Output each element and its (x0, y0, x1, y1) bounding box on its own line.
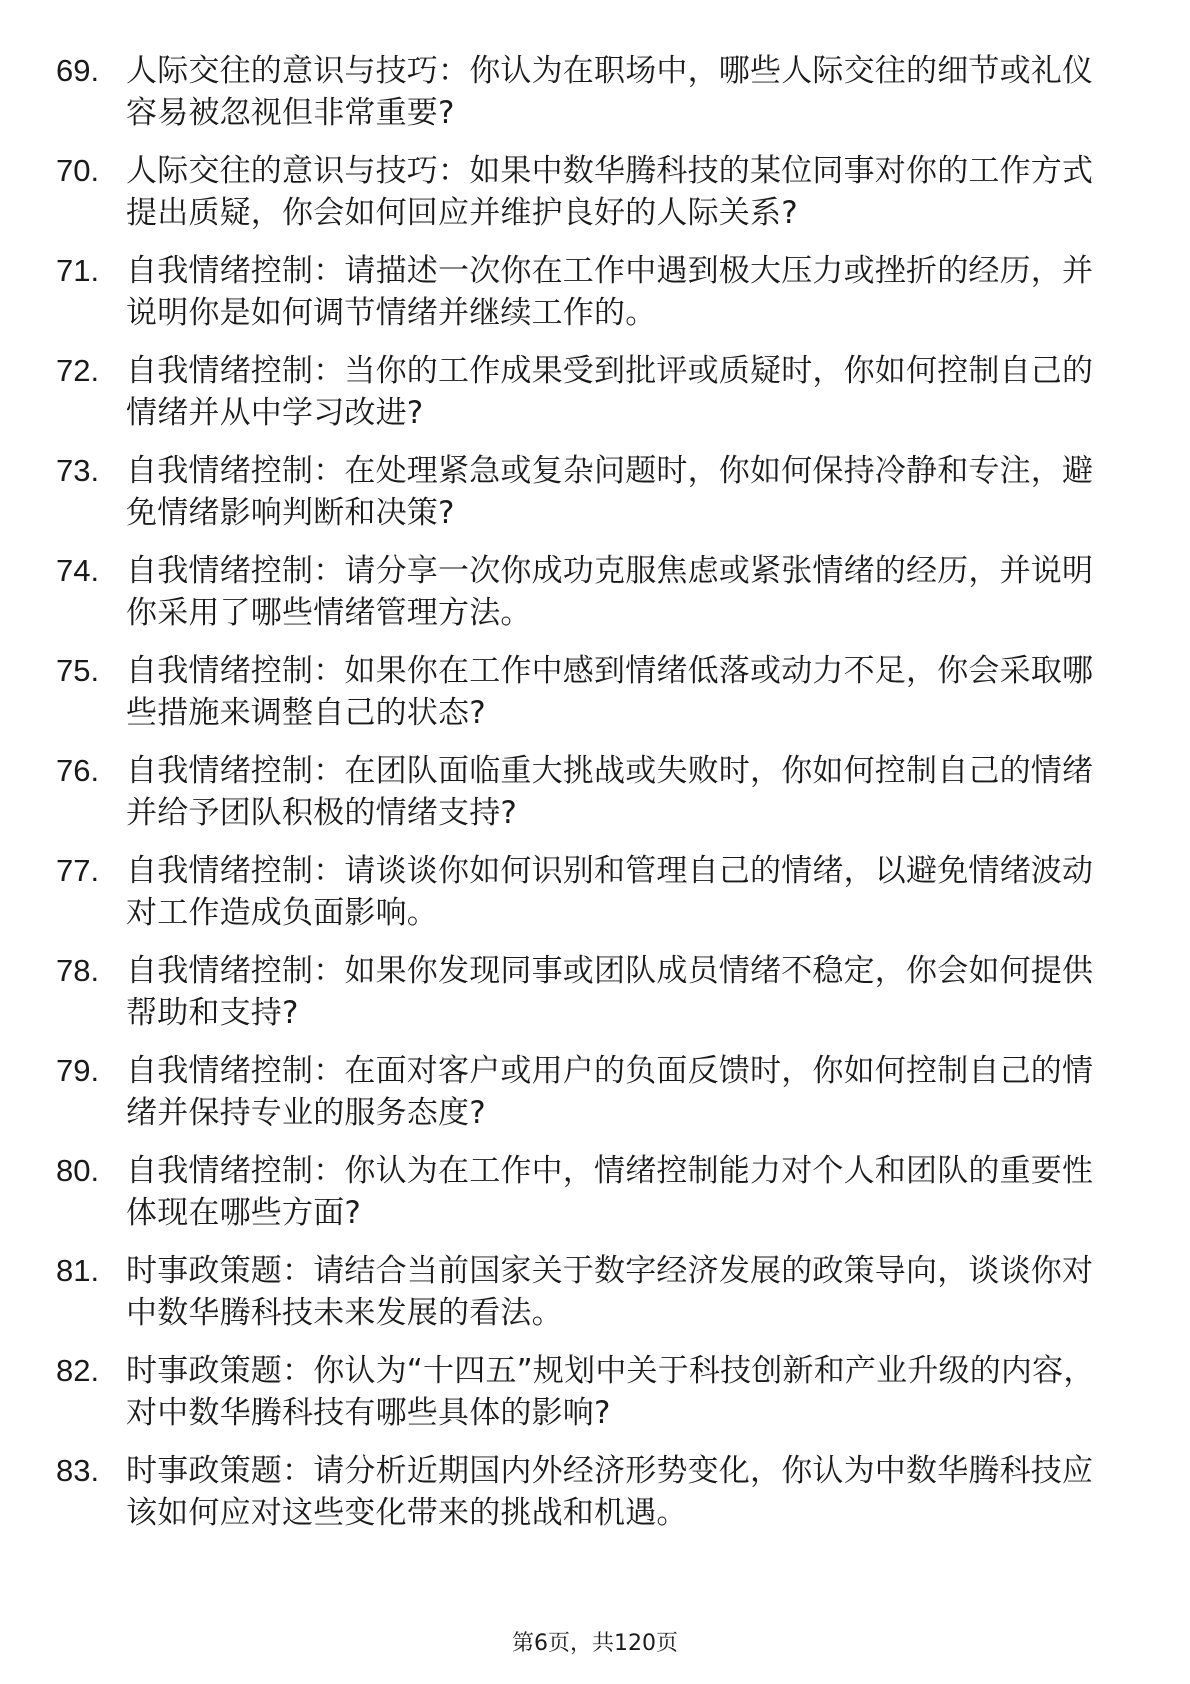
question-text: 时事政策题：你认为“十四五”规划中关于科技创新和产业升级的内容，对中数华腾科技有哪些具体的影响? (126, 1353, 1095, 1431)
question-number: 77. (56, 853, 100, 888)
list-item (56, 1250, 1116, 1350)
question-text: 自我情绪控制：在处理紧急或复杂问题时，你如何保持冷静和专注，避免情绪影响判断和决策? (126, 453, 1094, 531)
list-item (56, 1350, 1116, 1450)
list-item (56, 950, 1116, 1050)
question-number: 83. (56, 1453, 100, 1488)
question-number: 75. (56, 653, 100, 688)
question-number: 72. (56, 353, 100, 388)
question-text: 自我情绪控制：在面对客户或用户的负面反馈时，你如何控制自己的情绪并保持专业的服务态度? (126, 1053, 1094, 1131)
question-text: 自我情绪控制：请分享一次你成功克服焦虑或紧张情绪的经历，并说明你采用了哪些情绪管理方法。 (126, 553, 1094, 631)
page-number-footer: 第6页，共120页 (512, 1631, 678, 1656)
question-text: 时事政策题：请分析近期国内外经济形势变化，你认为中数华腾科技应该如何应对这些变化带来的挑战和机遇。 (126, 1453, 1094, 1531)
list-item (56, 850, 1116, 950)
question-text: 自我情绪控制：请谈谈你如何识别和管理自己的情绪，以避免情绪波动对工作造成负面影响。 (126, 853, 1094, 931)
list-item (56, 1450, 1116, 1550)
question-number: 71. (56, 253, 100, 288)
list-item (56, 750, 1116, 850)
list-item (56, 150, 1116, 250)
question-number: 80. (56, 1153, 100, 1188)
list-item (56, 450, 1116, 550)
question-text: 自我情绪控制：如果你发现同事或团队成员情绪不稳定，你会如何提供帮助和支持? (126, 953, 1094, 1031)
question-text: 时事政策题：请结合当前国家关于数字经济发展的政策导向，谈谈你对中数华腾科技未来发展的看法。 (126, 1253, 1094, 1331)
list-item (56, 1050, 1116, 1150)
question-number: 70. (56, 153, 100, 188)
question-number: 79. (56, 1053, 100, 1088)
question-text: 人际交往的意识与技巧：如果中数华腾科技的某位同事对你的工作方式提出质疑，你会如何回应并维护良好的人际关系? (126, 153, 1094, 231)
question-number: 74. (56, 553, 100, 588)
list-item (56, 650, 1116, 750)
question-number: 73. (56, 453, 100, 488)
list-item (56, 550, 1116, 650)
question-number: 76. (56, 753, 100, 788)
question-number: 82. (56, 1353, 100, 1388)
question-text: 自我情绪控制：如果你在工作中感到情绪低落或动力不足，你会采取哪些措施来调整自己的状态? (126, 653, 1094, 731)
list-item (56, 1150, 1116, 1250)
question-text: 自我情绪控制：在团队面临重大挑战或失败时，你如何控制自己的情绪并给予团队积极的情绪支持? (126, 753, 1094, 831)
question-text: 自我情绪控制：你认为在工作中，情绪控制能力对个人和团队的重要性体现在哪些方面? (126, 1153, 1094, 1231)
list-item (56, 50, 1116, 150)
question-text: 自我情绪控制：当你的工作成果受到批评或质疑时，你如何控制自己的情绪并从中学习改进? (126, 353, 1094, 431)
question-text: 人际交往的意识与技巧：你认为在职场中，哪些人际交往的细节或礼仪容易被忽视但非常重要? (126, 53, 1094, 131)
list-item (56, 350, 1116, 450)
question-number: 69. (56, 53, 100, 88)
question-list (56, 50, 1116, 1550)
question-number: 81. (56, 1253, 100, 1288)
question-text: 自我情绪控制：请描述一次你在工作中遇到极大压力或挫折的经历，并说明你是如何调节情绪并继续工作的。 (126, 253, 1094, 331)
question-number: 78. (56, 953, 100, 988)
list-item (56, 250, 1116, 350)
